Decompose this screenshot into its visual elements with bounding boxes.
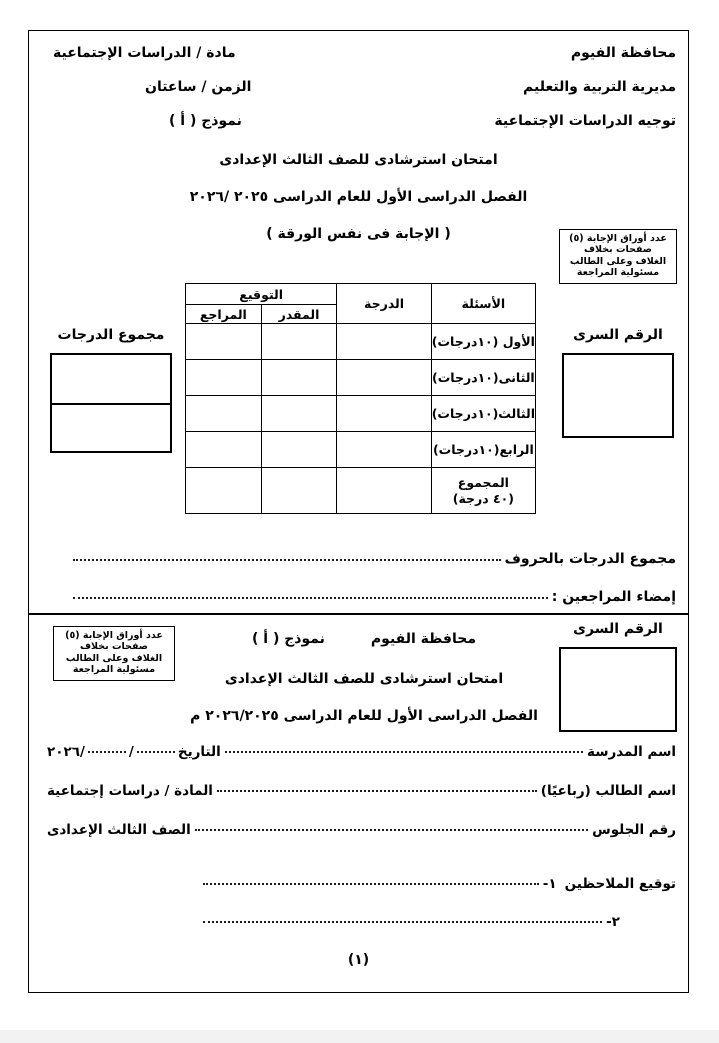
- secret-number-label: الرقم السرى: [573, 327, 663, 343]
- school-name-input[interactable]: [225, 751, 583, 753]
- seat-and-grade-row: [47, 822, 676, 838]
- total-marks-section: [35, 327, 187, 453]
- degree-cell-4[interactable]: [337, 432, 431, 468]
- table-row: [186, 324, 536, 360]
- observer-signature-input-1[interactable]: [203, 883, 539, 885]
- note-line-4: مسئولية المراجعة: [576, 267, 660, 279]
- table-row: [186, 396, 536, 432]
- date-label: التاريخ: [177, 744, 221, 760]
- student-name-label: اسم الطالب (رباعيًا): [540, 783, 676, 799]
- time-label: الزمن / ساعتان: [145, 79, 252, 95]
- header-degree: الدرجة: [337, 284, 431, 324]
- lower-exam-title-wrap: [179, 668, 549, 688]
- page-number-wrap: [29, 949, 688, 969]
- header-row-directorate: [145, 79, 676, 96]
- question-label-3: الثالث(١٠درجات): [431, 396, 535, 432]
- lower-term-year-wrap: [179, 705, 549, 725]
- table-row: [186, 360, 536, 396]
- reviewer-cell-1[interactable]: [186, 324, 262, 360]
- seat-number-input[interactable]: [195, 829, 588, 831]
- total-estimator-cell[interactable]: [261, 468, 337, 514]
- secret-number-input-bottom[interactable]: [559, 647, 677, 732]
- estimator-cell-3[interactable]: [261, 396, 337, 432]
- question-label-4: الرابع(١٠درجات): [431, 432, 535, 468]
- seat-number-label: رقم الجلوس: [592, 822, 676, 838]
- lower-term-year: الفصل الدراسى الأول للعام الدراسى ٢٠٢٦/٢٠٢٥ م: [190, 708, 538, 724]
- lower-subject-label: المادة / دراسات إجتماعية: [47, 783, 213, 799]
- header-signature-reviewer: المراجع: [186, 305, 262, 324]
- note-line-2: صفحات بخلاف: [80, 641, 148, 653]
- reviewer-cell-3[interactable]: [186, 396, 262, 432]
- secret-number-section-top: [547, 327, 689, 438]
- observer-signature-input-2[interactable]: [203, 921, 602, 923]
- total-in-letters-row: [69, 551, 676, 568]
- total-marks-cell-bottom[interactable]: [52, 403, 170, 451]
- note-line-2: صفحات بخلاف: [584, 244, 652, 256]
- observers-label: توقيع الملاحظين: [564, 876, 676, 892]
- total-in-letters-input[interactable]: [73, 559, 501, 561]
- total-row-label-line2: (٤٠ درجة): [452, 490, 514, 506]
- governorate-label: محافظة الفيوم: [570, 45, 676, 61]
- date-month-input[interactable]: [88, 751, 126, 753]
- school-label: اسم المدرسة: [587, 744, 676, 760]
- note-line-3: الغلاف وعلى الطالب: [65, 652, 163, 664]
- grade-level-label: الصف الثالث الإعدادى: [47, 822, 191, 838]
- answer-sheets-note-box-top: [559, 229, 677, 284]
- observers-signature-row-2: [199, 914, 620, 930]
- note-line-3: الغلاف وعلى الطالب: [569, 255, 667, 267]
- table-header-row-1: [186, 284, 536, 305]
- total-marks-cell-top[interactable]: [52, 355, 170, 403]
- estimator-cell-2[interactable]: [261, 360, 337, 396]
- answer-note: ( الإجابة فى نفس الورقة ): [266, 226, 451, 242]
- lower-exam-title: امتحان استرشادى للصف الثالث الإعدادى: [224, 671, 504, 687]
- header-questions: الأسئلة: [431, 284, 535, 324]
- total-degree-cell[interactable]: [337, 468, 431, 514]
- answer-sheets-note-box-bottom: [53, 626, 175, 681]
- estimator-cell-4[interactable]: [261, 432, 337, 468]
- question-label-2: الثانى(١٠درجات): [431, 360, 535, 396]
- observers-signature-row-1: [199, 876, 676, 892]
- page-number: (١): [347, 952, 370, 968]
- school-and-date-row: [47, 744, 676, 760]
- student-and-subject-row: [47, 783, 676, 799]
- degree-cell-3[interactable]: [337, 396, 431, 432]
- student-name-input[interactable]: [217, 790, 537, 792]
- date-group: التاريخ / /٢٠٢٦: [47, 744, 221, 760]
- table-row: [186, 432, 536, 468]
- header-signature: التوقيع: [186, 284, 337, 305]
- header-row-department: [169, 113, 676, 130]
- lower-model-label: نموذج ( أ ): [252, 631, 325, 647]
- degree-cell-2[interactable]: [337, 360, 431, 396]
- observer-index-2: ٢-: [606, 914, 620, 930]
- total-marks-label: مجموع الدرجات: [57, 327, 165, 343]
- estimator-cell-1[interactable]: [261, 324, 337, 360]
- date-year: /٢٠٢٦: [47, 744, 85, 760]
- reviewer-cell-2[interactable]: [186, 360, 262, 396]
- term-year: الفصل الدراسى الأول للعام الدراسى ٢٠٢٥ /٢٠٢٦: [189, 189, 528, 205]
- header-row-governorate: [53, 45, 676, 62]
- lower-governorate-label: محافظة الفيوم: [370, 631, 476, 647]
- header-signature-estimator: المقدر: [261, 305, 337, 324]
- secret-number-input-top[interactable]: [562, 353, 674, 438]
- reviewers-signature-row: [69, 589, 676, 606]
- reviewers-signature-label: إمضاء المراجعين :: [551, 589, 676, 605]
- reviewers-signature-input[interactable]: [73, 597, 548, 599]
- date-day-input[interactable]: [137, 751, 175, 753]
- department-label: توجيه الدراسات الإجتماعية: [494, 113, 676, 129]
- total-in-letters-label: مجموع الدرجات بالحروف: [504, 551, 676, 567]
- exam-title-wrap: [29, 149, 688, 169]
- secret-number-label: الرقم السرى: [573, 621, 663, 637]
- reviewer-cell-4[interactable]: [186, 432, 262, 468]
- exam-paper-page: [28, 30, 689, 993]
- observer-index-1: ١-: [542, 876, 557, 892]
- note-line-4: مسئولية المراجعة: [72, 664, 156, 676]
- lower-header-row: [179, 631, 549, 648]
- bottom-gray-band: [0, 1030, 719, 1043]
- subject-label: مادة / الدراسات الإجتماعية: [53, 45, 236, 61]
- question-label-1: الأول (١٠درجات): [431, 324, 535, 360]
- secret-number-section-bottom: [547, 621, 689, 732]
- table-row-total: [186, 468, 536, 514]
- total-reviewer-cell[interactable]: [186, 468, 262, 514]
- exam-title: امتحان استرشادى للصف الثالث الإعدادى: [219, 152, 498, 168]
- section-divider: [29, 613, 688, 615]
- note-line-1: عدد أوراق الإجابة (٥): [65, 630, 163, 641]
- degree-cell-1[interactable]: [337, 324, 431, 360]
- note-line-1: عدد أوراق الإجابة (٥): [569, 233, 667, 244]
- total-row-label: [431, 468, 535, 514]
- term-year-wrap: [29, 186, 688, 206]
- grades-table: [185, 283, 536, 514]
- model-label: نموذج ( أ ): [169, 113, 242, 129]
- total-marks-box: [50, 353, 172, 453]
- directorate-label: مديرية التربية والتعليم: [523, 79, 676, 95]
- total-row-label-line1: المجموع: [457, 474, 509, 490]
